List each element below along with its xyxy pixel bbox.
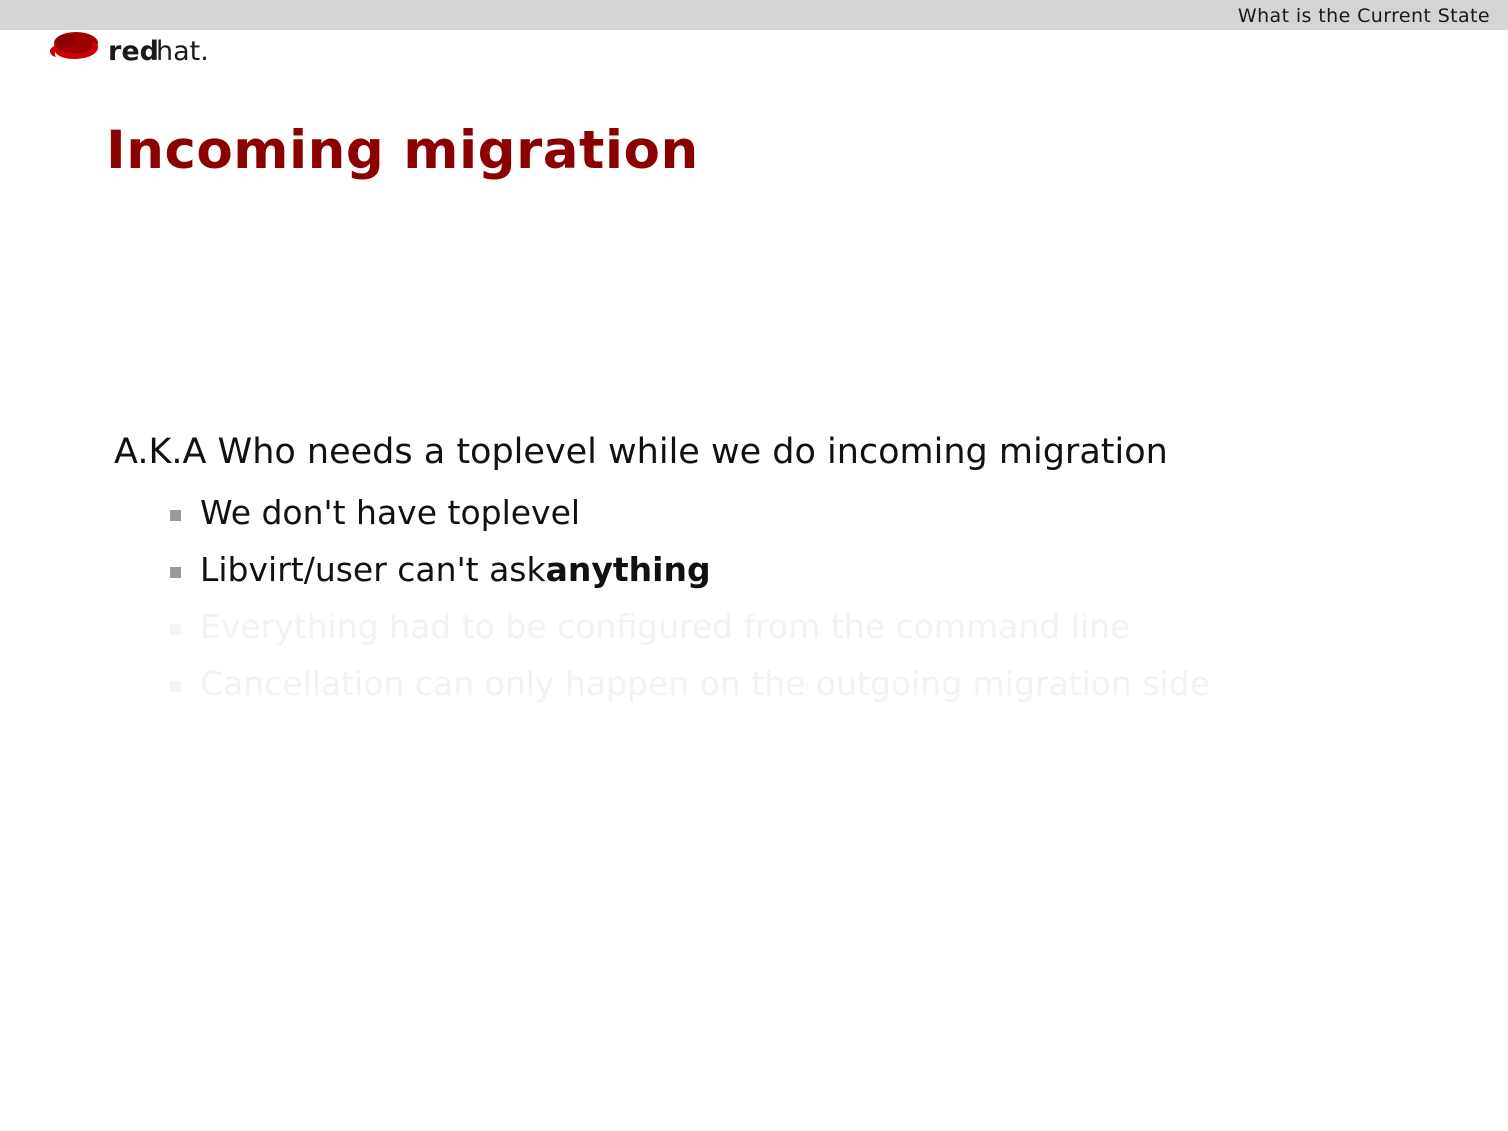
list-item-label: Cancellation can only happen on the outgoing migration side [200, 664, 1210, 704]
page-title: Incoming migration [106, 120, 699, 181]
square-bullet-icon [170, 567, 181, 578]
list-item-emphasis: anything [545, 550, 711, 590]
square-bullet-icon [170, 681, 181, 692]
lead-text: A.K.A Who needs a toplevel while we do incoming migration [114, 432, 1168, 472]
list-item-label: Libvirt/user can't ask [200, 550, 546, 590]
list-item [114, 493, 1444, 533]
section-title: What is the Current State [1237, 5, 1490, 27]
square-bullet-icon [170, 510, 181, 521]
square-bullet-icon [170, 624, 181, 635]
svg-text:hat.: hat. [156, 36, 209, 67]
list-item [114, 550, 1444, 590]
svg-text:red: red [108, 36, 159, 67]
list-item-label: We don't have toplevel [200, 493, 581, 533]
slide-body [114, 432, 1444, 724]
list-item [114, 607, 1444, 647]
redhat-logo [48, 26, 248, 72]
list-item-label: Everything had to be configured from the command line [200, 607, 1131, 647]
list-item [114, 664, 1444, 704]
bullet-list [114, 493, 1444, 704]
